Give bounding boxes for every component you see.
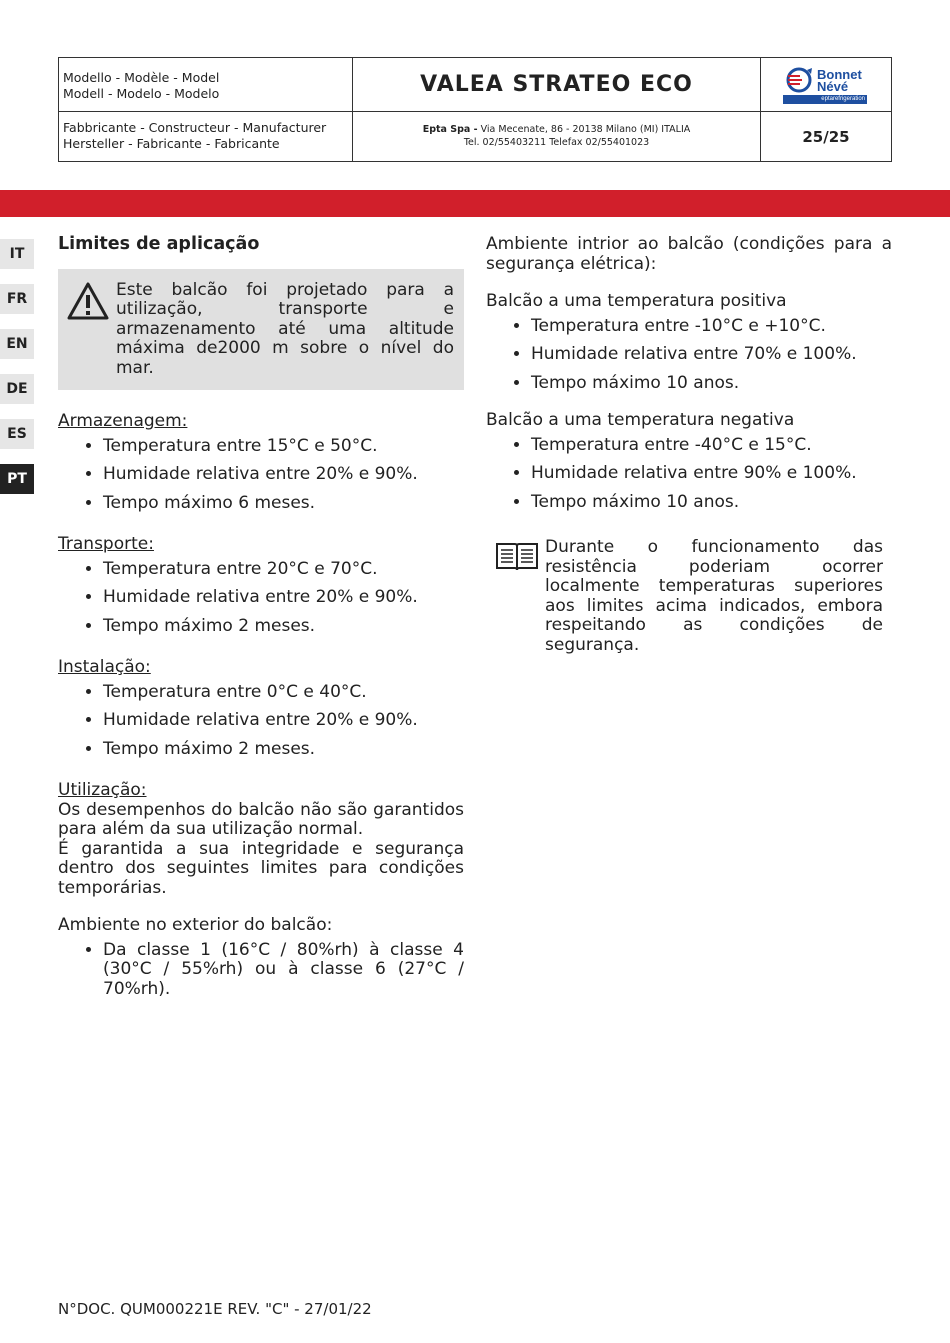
right-column [486, 235, 892, 655]
interior-intro: Ambiente intrior ao balcão (condições para a segurança elétrica): [486, 234, 892, 274]
tab-pt[interactable]: PT [0, 464, 34, 494]
list-item: • Tempo máximo 2 meses. [103, 740, 464, 760]
transport-list [58, 560, 464, 637]
transport-heading: Transporte: [58, 534, 154, 554]
left-column [58, 235, 464, 1008]
language-tabs [0, 239, 34, 509]
manual-note [486, 538, 892, 655]
list-item: • Humidade relativa entre 90% e 100%. [531, 464, 892, 484]
header-table [58, 57, 892, 162]
installation-list [58, 683, 464, 760]
model-label-line1: Modello - Modèle - Model [63, 70, 220, 85]
storage-heading: Armazenagem: [58, 411, 188, 431]
logo-tagline: eptarefrigeration [783, 95, 867, 104]
book-icon [495, 540, 539, 572]
list-item: • Temperatura entre 15°C e 50°C. [103, 437, 464, 457]
note-text: Durante o funcionamento das resistência poderiam ocorrer localmente temperaturas superiores aos limites acima indicados, embora respeitando as condições de segurança. [545, 537, 883, 655]
list-item: • Tempo máximo 10 anos. [531, 493, 892, 513]
company-phone: Tel. 02/55403211 Telefax 02/55401023 [463, 136, 650, 148]
storage-list [58, 437, 464, 514]
page-number: 25/25 [802, 127, 850, 146]
tab-es[interactable]: ES [0, 419, 34, 449]
warning-box [58, 269, 464, 391]
list-item: • Da classe 1 (16°C / 80%rh) à classe 4 (30°C / 55%rh) ou à classe 6 (27°C / 70%rh). [103, 941, 464, 1000]
negative-list [486, 436, 892, 513]
manufacturer-label-line1: Fabbricante - Constructeur - Manufacturer [63, 120, 327, 135]
tab-en[interactable]: EN [0, 329, 34, 359]
document-number: N°DOC. QUM000221E REV. "C" - 27/01/22 [58, 1300, 372, 1318]
tab-it[interactable]: IT [0, 239, 34, 269]
list-item: • Tempo máximo 2 meses. [103, 617, 464, 637]
exterior-list [58, 941, 464, 1000]
list-item: • Temperatura entre 0°C e 40°C. [103, 683, 464, 703]
section-title: Limites de aplicação [58, 234, 260, 254]
list-item: • Humidade relativa entre 20% e 90%. [103, 588, 464, 608]
red-band [0, 190, 950, 217]
positive-heading: Balcão a uma temperatura positiva [486, 291, 787, 311]
list-item: • Humidade relativa entre 20% e 90%. [103, 465, 464, 485]
list-item: • Humidade relativa entre 20% e 90%. [103, 711, 464, 731]
use-heading: Utilização: [58, 780, 147, 800]
model-label [59, 58, 353, 112]
logo-mark-icon [785, 66, 817, 94]
use-paragraph-2: É garantida a sua integridade e segurança dentro dos seguintes limites para condições temporárias. [58, 838, 464, 898]
logo-text-line2: Névé [817, 79, 849, 94]
list-item: • Temperatura entre -10°C e +10°C. [531, 317, 892, 337]
list-item: • Tempo máximo 6 meses. [103, 494, 464, 514]
positive-list [486, 317, 892, 394]
list-item: • Tempo máximo 10 anos. [531, 374, 892, 394]
manufacturer-label-line2: Hersteller - Fabricante - Fabricante [63, 136, 280, 151]
model-title: VALEA STRATEO ECO [353, 58, 761, 112]
negative-heading: Balcão a uma temperatura negativa [486, 410, 795, 430]
exterior-heading: Ambiente no exterior do balcão: [58, 915, 333, 935]
list-item: • Temperatura entre 20°C e 70°C. [103, 560, 464, 580]
manufacturer-label [59, 112, 353, 161]
use-paragraph-1: Os desempenhos do balcão não são garantidos para além da sua utilização normal. [58, 799, 464, 839]
logo-text-line1: Bonnet [817, 67, 862, 82]
tab-fr[interactable]: FR [0, 284, 34, 314]
installation-heading: Instalação: [58, 657, 151, 677]
warning-icon [66, 281, 110, 321]
company-name: Epta Spa - [422, 124, 478, 135]
list-item: • Humidade relativa entre 70% e 100%. [531, 345, 892, 365]
warning-text: Este balcão foi projetado para a utilização, transporte e armazenamento até uma altitude máxima de2000 m sobre o nível do mar. [116, 279, 454, 378]
tab-de[interactable]: DE [0, 374, 34, 404]
list-item: • Temperatura entre -40°C e 15°C. [531, 436, 892, 456]
brand-logo [761, 58, 891, 112]
manufacturer-address [353, 112, 761, 161]
model-label-line2: Modell - Modelo - Modelo [63, 86, 220, 101]
company-address: Via Mecenate, 86 - 20138 Milano (MI) ITALIA [477, 124, 691, 135]
